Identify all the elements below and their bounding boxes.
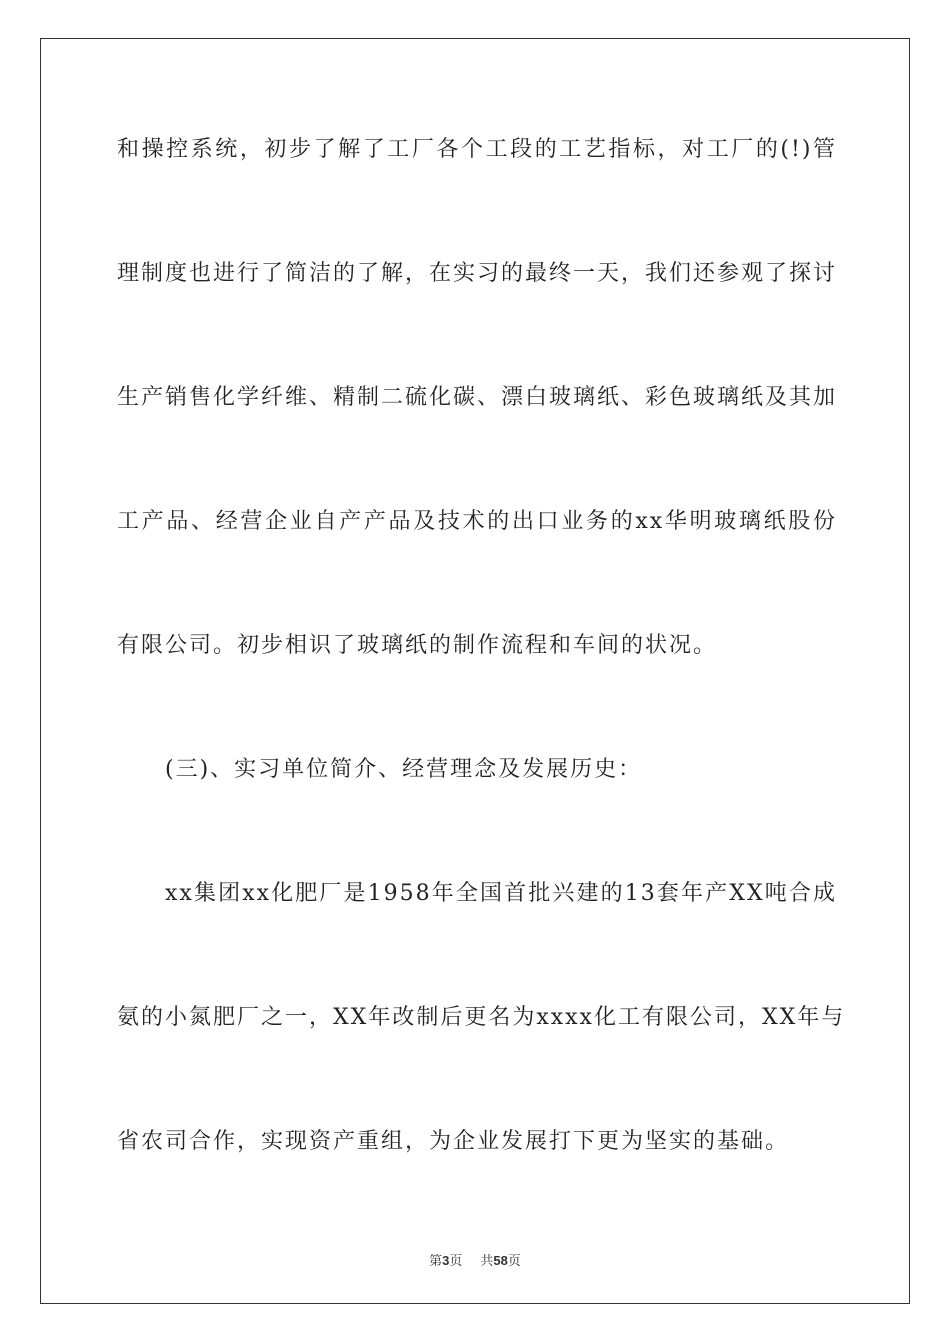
footer-page-number: 3: [442, 1253, 450, 1268]
page-footer: [0, 1250, 950, 1269]
footer-total-prefix: 共: [480, 1253, 494, 1268]
footer-page-suffix: 页: [449, 1253, 463, 1268]
body-line-4: 工产品、经营企业自产产品及技术的出口业务的xx华明玻璃纸股份: [117, 509, 837, 534]
footer-total-pages: 58: [493, 1253, 508, 1268]
body-line-7: xx集团xx化肥厂是1958年全国首批兴建的13套年产XX吨合成: [165, 881, 837, 906]
body-line-9: 省农司合作，实现资产重组，为企业发展打下更为坚实的基础。: [117, 1129, 790, 1154]
body-line-3: 生产销售化学纤维、精制二硫化碳、漂白玻璃纸、彩色玻璃纸及其加: [117, 385, 838, 410]
body-line-2: 理制度也进行了简洁的了解，在实习的最终一天，我们还参观了探讨: [117, 261, 838, 286]
footer-page-prefix: 第: [429, 1253, 443, 1268]
body-line-8: 氨的小氮肥厂之一，XX年改制后更名为xxxx化工有限公司，XX年与: [117, 1005, 846, 1030]
body-line-5: 有限公司。初步相识了玻璃纸的制作流程和车间的状况。: [117, 633, 718, 658]
page-border: [40, 38, 910, 1304]
footer-total-suffix: 页: [507, 1253, 521, 1268]
body-line-1: 和操控系统，初步了解了工厂各个工段的工艺指标，对工厂的(!)管: [117, 137, 837, 162]
section-heading: (三)、实习单位简介、经营理念及发展历史：: [165, 757, 643, 782]
